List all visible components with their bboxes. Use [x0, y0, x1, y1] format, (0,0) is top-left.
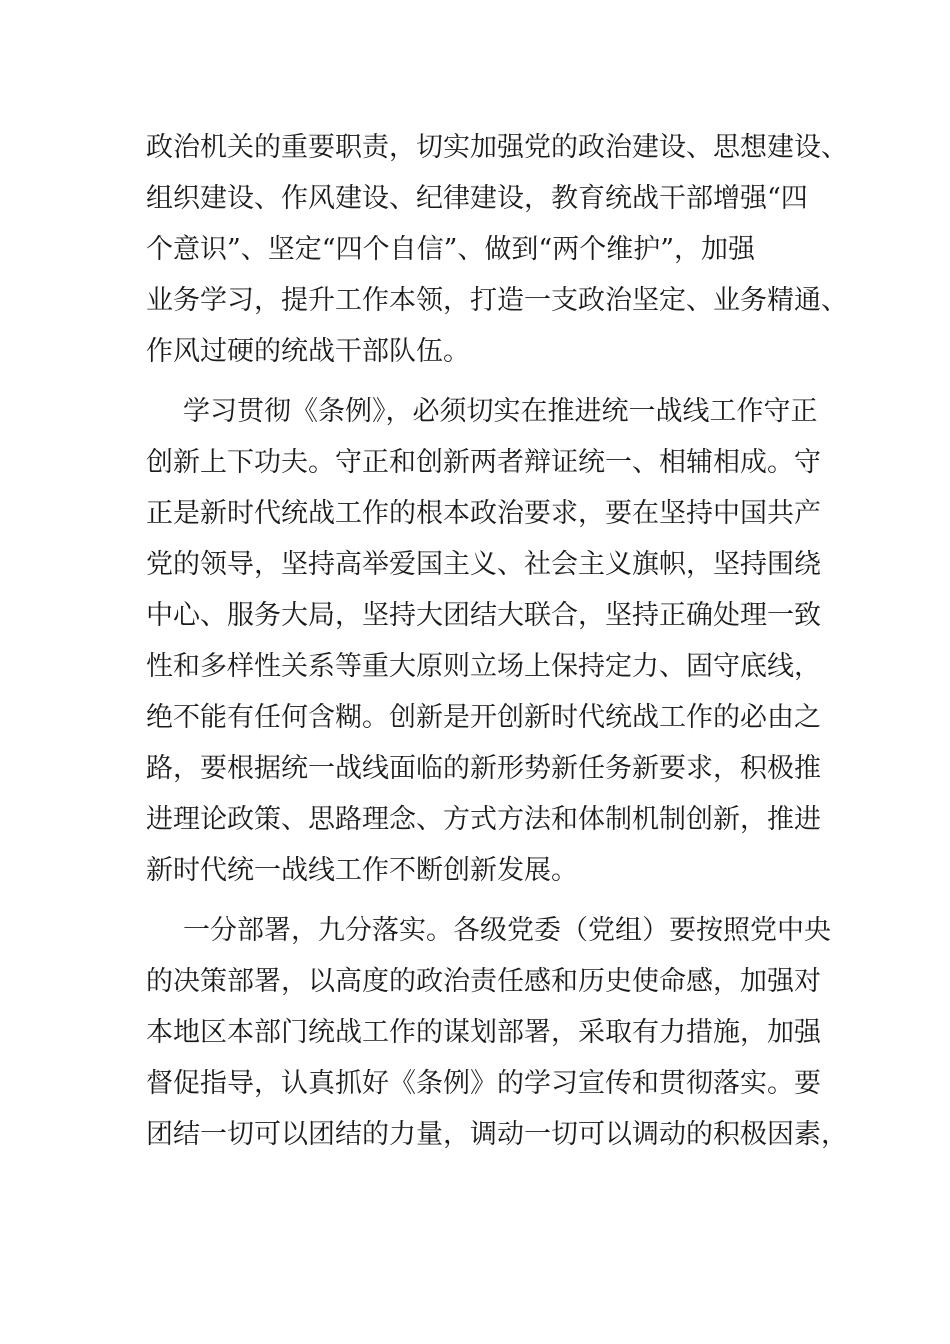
- paragraph-3-line-5: 团结一切可以团结的力量，调动一切可以调动的积极因素，: [146, 1119, 848, 1150]
- paragraph-2-line-5: 中心、服务大局，坚持大团结大联合，坚持正确处理一致: [146, 600, 821, 631]
- paragraph-3-line-2: 的决策部署，以高度的政治责任感和历史使命感，加强对: [146, 966, 821, 997]
- paragraph-2-line-8: 路，要根据统一战线面临的新形势新任务新要求，积极推: [146, 753, 821, 784]
- document-body: [146, 123, 848, 1173]
- paragraph-2-line-2: 创新上下功夫。守正和创新两者辩证统一、相辅相成。守: [146, 447, 821, 478]
- paragraph-3-line-4: 督促指导，认真抓好《条例》的学习宣传和贯彻落实。要: [146, 1068, 821, 1099]
- paragraph-1-line-4: 业务学习，提升工作本领，打造一支政治坚定、业务精通、: [146, 285, 848, 316]
- paragraph-2-line-6: 性和多样性关系等重大原则立场上保持定力、固守底线，: [146, 651, 821, 682]
- paragraph-2-line-1: 学习贯彻《条例》，必须切实在推进统一战线工作守正: [183, 396, 818, 427]
- paragraph-1-line-2: 组织建设、作风建设、纪律建设，教育统战干部增强“四: [146, 183, 808, 214]
- paragraph-2-line-3: 正是新时代统战工作的根本政治要求，要在坚持中国共产: [146, 498, 821, 529]
- paragraph-1-line-5: 作风过硬的统战干部队伍。: [146, 336, 470, 367]
- paragraph-2-line-10: 新时代统一战线工作不断创新发展。: [146, 855, 578, 886]
- paragraph-2-line-7: 绝不能有任何含糊。创新是开创新时代统战工作的必由之: [146, 702, 821, 733]
- paragraph-3-line-1: 一分部署，九分落实。各级党委（党组）要按照党中央: [183, 915, 831, 946]
- paragraph-3-line-3: 本地区本部门统战工作的谋划部署，采取有力措施，加强: [146, 1017, 821, 1048]
- paragraph-1-line-1: 政治机关的重要职责，切实加强党的政治建设、思想建设、: [146, 132, 848, 163]
- paragraph-2-line-9: 进理论政策、思路理念、方式方法和体制机制创新，推进: [146, 804, 821, 835]
- paragraph-2-line-4: 党的领导，坚持高举爱国主义、社会主义旗帜，坚持围绕: [146, 549, 821, 580]
- paragraph-1-line-3: 个意识”、坚定“四个自信”、做到“两个维护”，加强: [146, 234, 756, 265]
